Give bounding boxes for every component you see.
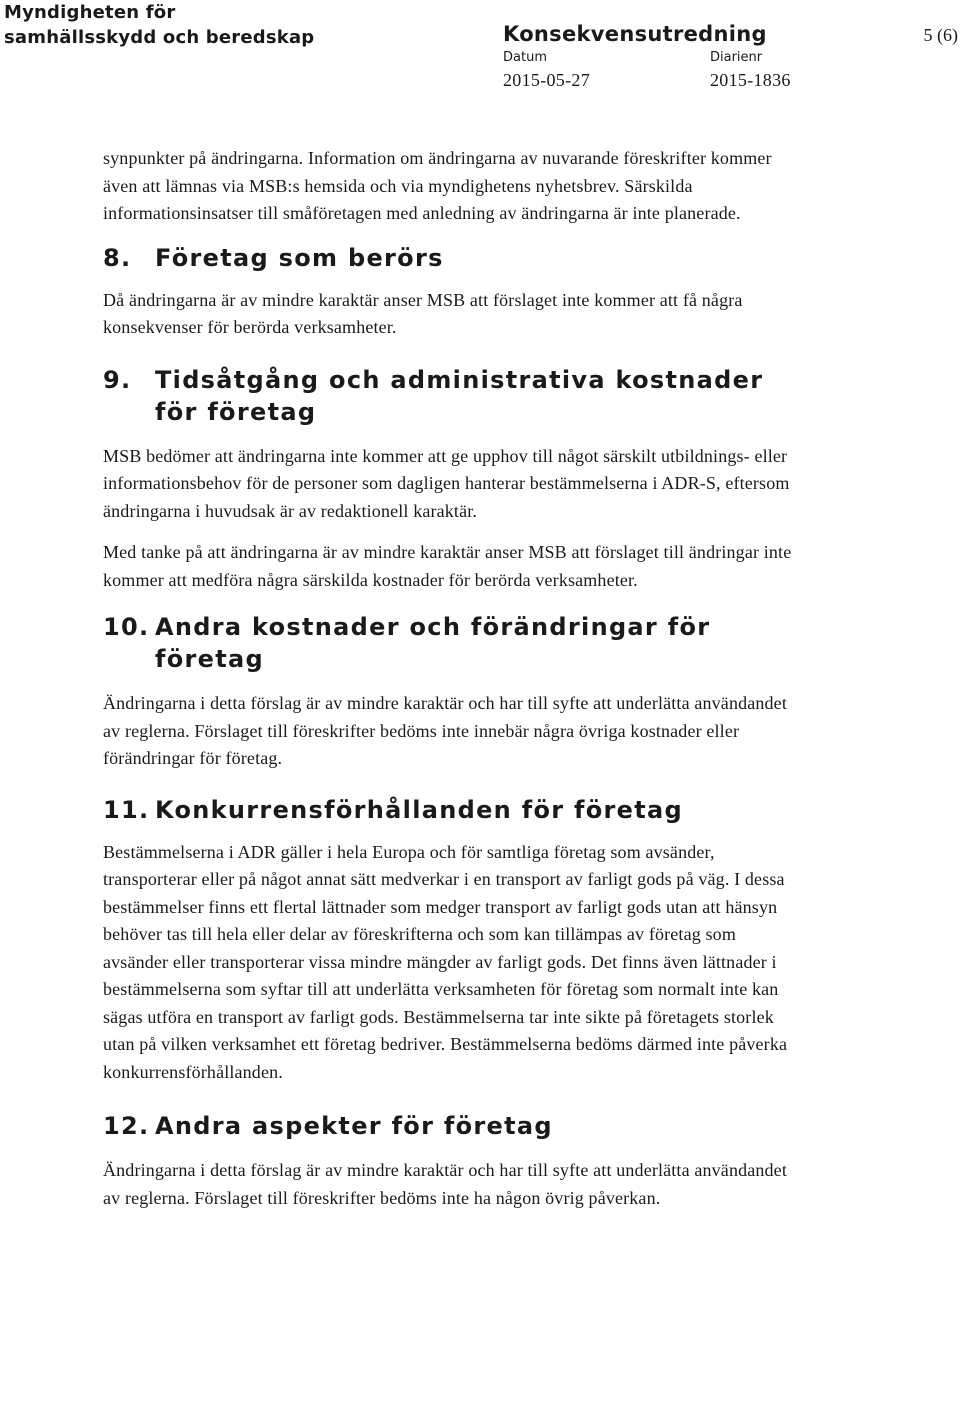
section-8-paragraph: Då ändringarna är av mindre karaktär anser MSB att förslaget inte kommer att få några konsekvenser för berörda verksamheter.	[103, 289, 743, 337]
section-title: Andra kostnader och förändringar för företag	[155, 613, 711, 673]
section-title: Konkurrensförhållanden för företag	[155, 795, 684, 824]
section-number: 11.	[103, 795, 150, 824]
section-number: 8.	[103, 243, 132, 272]
date-value: 2015-05-27	[503, 70, 590, 90]
date-label: Datum	[503, 50, 547, 65]
page-header	[0, 0, 960, 100]
document-title: Konsekvensutredning	[503, 22, 767, 46]
section-11-paragraph: Bestämmelserna i ADR gäller i hela Europa och för samtliga företag som avsänder, transporterar eller på något annat sätt medverkar i en transport av farligt gods på väg. I dessa bestämmelser finns ett flertal lättnader som medger transport av farligt gods utan att hänsyn behöver tas till hela eller delar av föreskrifterna och som kan tillämpas av företag som avsänder eller transporterar vissa mindre mängder av farligt gods. Det finns även lättnader i bestämmelserna som syftar till att underlätta verksamheten för företag som normalt inte kan sägas utföra en transport av farligt gods. Bestämmelserna tar inte sikte på företagets storlek utan på vilken verksamhet ett företag bedriver. Bestämmelserna bedöms därmed inte påverka konkurrensförhållanden.	[103, 841, 788, 1082]
registration-number-value: 2015-1836	[710, 70, 791, 90]
document-body	[103, 145, 803, 1212]
section-12-paragraph: Ändringarna i detta förslag är av mindre karaktär och har till syfte att underlätta användandet av reglerna. Förslaget till föreskrifter bedöms inte ha någon övrig påverkan.	[103, 1160, 787, 1208]
page-number: 5 (6)	[923, 25, 958, 45]
organization-name	[4, 0, 314, 50]
section-heading-10	[103, 611, 803, 675]
section-heading-12	[103, 1110, 803, 1142]
organization-name-line2: samhällsskydd och beredskap	[4, 27, 315, 48]
section-heading-11	[103, 794, 803, 826]
section-title: Andra aspekter för företag	[155, 1112, 553, 1140]
section-number: 12.	[103, 1112, 150, 1140]
section-number: 10.	[103, 613, 150, 641]
section-title: Tidsåtgång och administrativa kostnader för företag	[155, 365, 764, 426]
section-9-paragraph-1: MSB bedömer att ändringarna inte kommer att ge upphov till något särskilt utbildnings- eller informationsbehov för de personer som dagligen hanterar bestämmelserna i ADR-S, eftersom ändringarna i huvudsak är av redaktionell karaktär.	[103, 445, 790, 521]
section-9-paragraph-2: Med tanke på att ändringarna är av mindre karaktär anser MSB att förslaget till ändringar inte kommer att medföra några särskilda kostnader för berörda verksamheter.	[103, 542, 792, 590]
registration-number-label: Diarienr	[710, 50, 763, 65]
organization-name-line1: Myndigheten för	[4, 2, 176, 23]
section-number: 9.	[103, 365, 132, 394]
section-heading-8	[103, 242, 803, 274]
section-title: Företag som berörs	[155, 243, 444, 272]
section-10-paragraph: Ändringarna i detta förslag är av mindre karaktär och har till syfte att underlätta användandet av reglerna. Förslaget till föreskrifter bedöms inte innebär några övriga kostnader eller förändringar för företag.	[103, 693, 787, 768]
intro-paragraph: synpunkter på ändringarna. Information om ändringarna av nuvarande föreskrifter kommer även att lämnas via MSB:s hemsida och via myndighetens nyhetsbrev. Särskilda informationsinsatser till småföretagen med anledning av ändringarna är inte planerade.	[103, 148, 772, 223]
section-heading-9	[103, 364, 803, 428]
